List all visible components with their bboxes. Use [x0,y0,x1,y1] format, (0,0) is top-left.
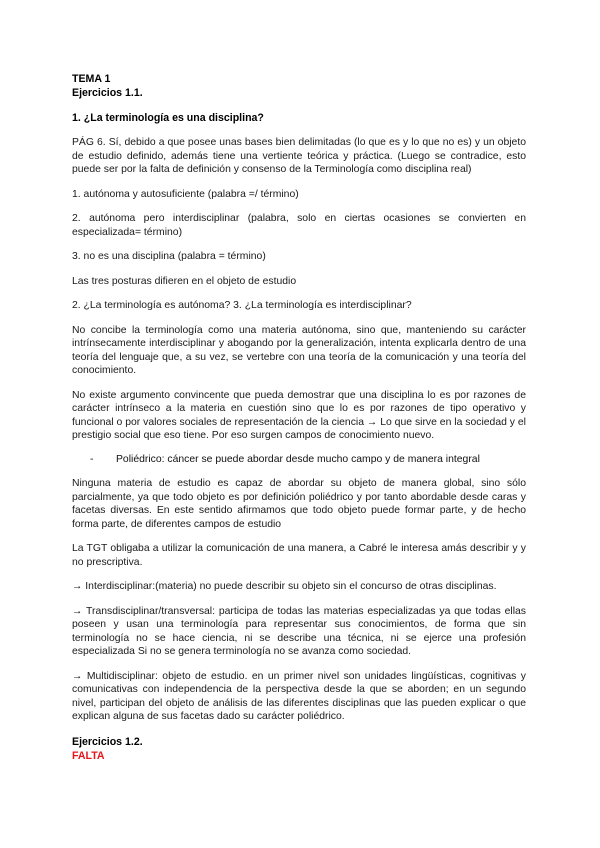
list-item-1: 1. autónoma y autosuficiente (palabra =/ término) [72,188,299,200]
paragraph-3: No concibe la terminología como una materia autónoma, sino que, manteniendo su carácter intrínsecamente interdisciplinar y abogando por la generalización, intenta explicarla dentro de una teoría del lenguaje que, a su vez, se vertebre con una teoría de la comunicación y una teoría del conocimiento. [72,324,526,376]
doc-title: TEMA 1 [72,73,111,85]
bullet-dash: - [90,453,94,465]
document-page [72,72,526,763]
paragraph-6: La TGT obligaba a utilizar la comunicación de una manera, a Cabré le interesa amás describir y y no prescriptiva. [72,543,526,568]
section-heading-1-2: Ejercicios 1.2. [72,735,143,748]
paragraph-1: PÁG 6. Sí, debido a que posee unas bases bien delimitadas (lo que es y lo que no es) y un objeto de estudio definido, además tiene una vertiente teórica y práctica. (Luego se contradice, esto puede ser por la falta de definición y consenso de la Terminología como disciplina real) [72,137,526,175]
paragraph-5: Ninguna materia de estudio es capaz de abordar su objeto de manera global, sino sólo parcialmente, ya que todo objeto es por definición poliédrico y por tanto abordable desde caras y facetas diversas. En este sentido afirmamos que todo objeto puede formar parte, y de hecho forma parte, de diferentes campos de estudio [72,478,526,530]
paragraph-8: → Transdisciplinar/transversal: participa de todas las materias especializadas ya que todas ellas poseen y usan una terminología para representar sus conocimientos, de forma que sin terminología no se hace ciencia, ni se describe una técnica, ni se ejerce una profesión especializada Si no se genera terminología no se avanza como sociedad. [72,605,526,657]
paragraph-9: → Multidisciplinar: objeto de estudio. en un primer nivel son unidades lingüísticas, cognitivas y comunicativas con independencia de la perspectiva desde la que se aborden; en un segundo nivel, participan del objeto de análisis de las diferentes disciplinas que las pueden explicar o que explican alguna de sus facetas dado su carácter poliédrico. [72,670,526,722]
question-2-3: 2. ¿La terminología es autónoma? 3. ¿La terminología es interdisciplinar? [72,300,412,311]
bullet-text: Poliédrico: cáncer se puede abordar desde mucho campo y de manera integral [116,453,480,465]
bullet-item [72,453,526,467]
section-heading-1-1: Ejercicios 1.1. [72,87,143,99]
list-item-3: 3. no es una disciplina (palabra = término) [72,251,266,262]
paragraph-7: → Interdisciplinar:(materia) no puede describir su objeto sin el concurso de otras disciplinas. [72,581,497,592]
question-1: 1. ¿La terminología es una disciplina? [72,112,264,124]
paragraph-2: Las tres posturas difieren en el objeto de estudio [72,275,297,287]
missing-label: FALTA [72,749,105,762]
paragraph-4: No existe argumento convincente que pueda demostrar que una disciplina lo es por razones de carácter intrínseco a la materia en cuestión sino que lo es por razones de tipo operativo y funcional o por valores sociales de representación de la ciencia → Lo que sirve en la sociedad y el prestigio social que eso tiene. Por eso surgen campos de conocimiento nuevo. [72,389,526,441]
list-item-2: 2. autónoma pero interdisciplinar (palabra, solo en ciertas ocasiones se convierten en especializada= término) [72,213,526,238]
